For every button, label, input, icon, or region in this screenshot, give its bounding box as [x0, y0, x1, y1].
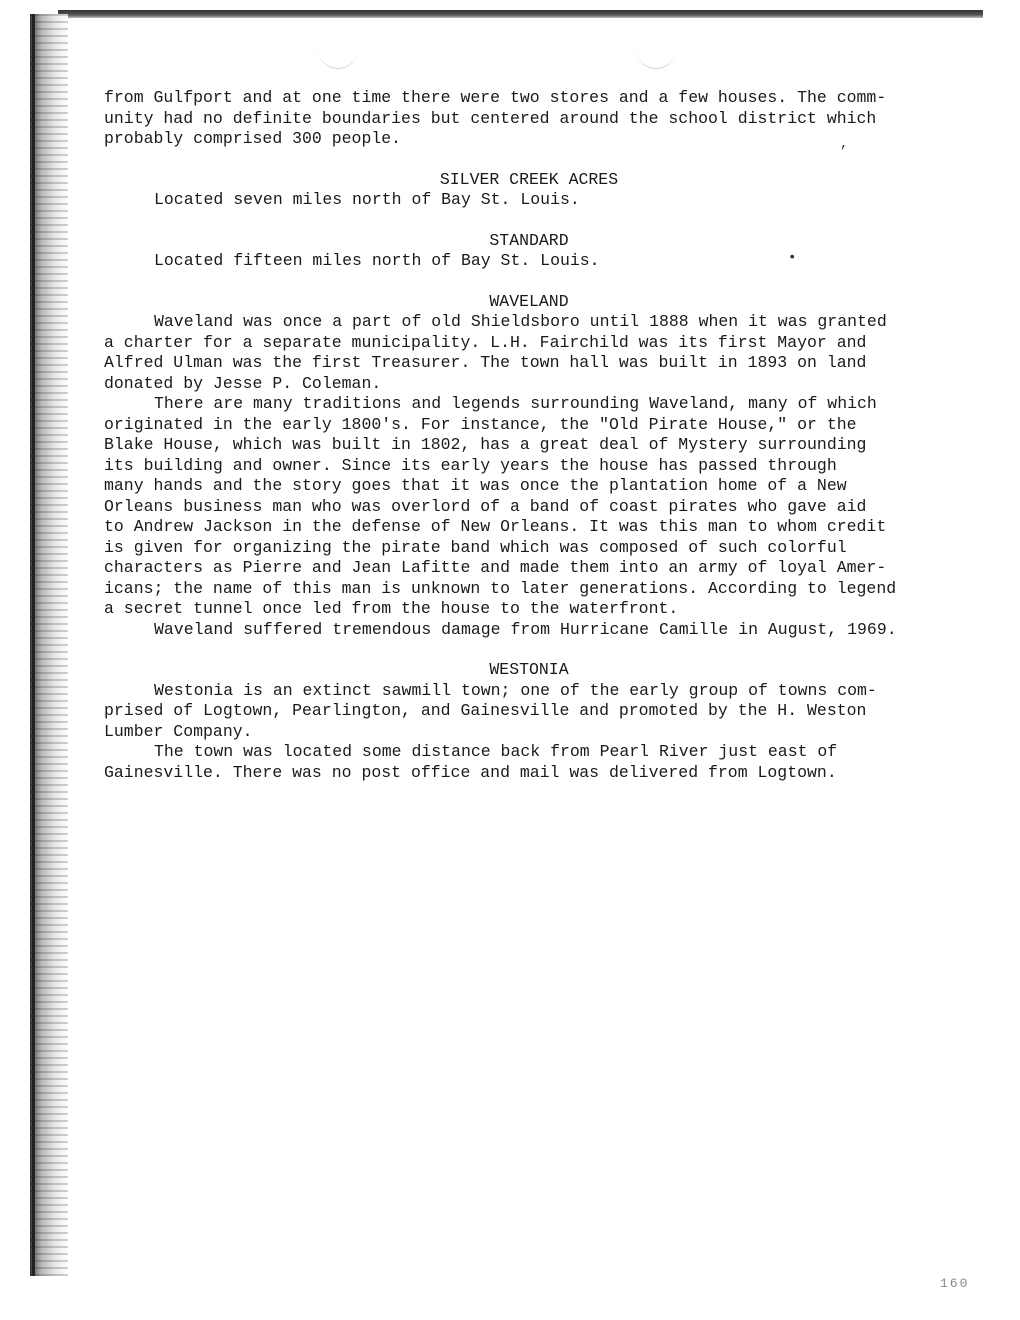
text-line: a secret tunnel once led from the house to the waterfront.: [104, 599, 679, 618]
text-line: unity had no definite boundaries but centered around the school district which: [104, 108, 877, 128]
text-line: many hands and the story goes that it was once the plantation home of a New: [104, 476, 847, 495]
text-line: Lumber Company.: [104, 721, 253, 741]
section-heading: WESTONIA: [489, 660, 569, 679]
text-line: originated in the early 1800's. For instance, the "Old Pirate House," or the: [104, 414, 857, 434]
text-line: Waveland suffered tremendous damage from Hurricane Camille in August, 1969.: [154, 619, 897, 639]
page-left-border: [32, 14, 35, 1276]
section-heading: WAVELAND: [489, 291, 569, 311]
text-line: Located seven miles north of Bay St. Louis.: [154, 190, 580, 209]
stray-mark: •: [788, 250, 797, 266]
punch-hole-mark: [318, 44, 358, 69]
document-body: [104, 88, 924, 783]
text-line: Blake House, which was built in 1802, has a great deal of Mystery surrounding: [104, 435, 867, 454]
text-line: Waveland was once a part of old Shieldsboro until 1888 when it was granted: [154, 312, 887, 331]
text-line: The town was located some distance back from Pearl River just east of: [154, 742, 838, 761]
text-line: donated by Jesse P. Coleman.: [104, 373, 382, 393]
text-line: icans; the name of this man is unknown to later generations. According to legend: [104, 578, 897, 598]
stray-mark: ,: [840, 136, 849, 152]
text-line: is given for organizing the pirate band which was composed of such colorful: [104, 537, 847, 557]
section-waveland: [104, 292, 924, 641]
text-line: There are many traditions and legends surrounding Waveland, many of which: [154, 394, 877, 413]
intro-paragraph: [104, 88, 924, 150]
paragraph: [104, 681, 924, 743]
text-line: prised of Logtown, Pearlington, and Gainesville and promoted by the H. Weston: [104, 701, 867, 720]
paragraph: [104, 312, 924, 394]
section-heading: SILVER CREEK ACRES: [439, 169, 619, 189]
page-number: 160: [940, 1276, 970, 1291]
text-line: to Andrew Jackson in the defense of New Orleans. It was this man to whom credit: [104, 517, 887, 536]
paragraph: [104, 620, 924, 641]
text-line: Westonia is an extinct sawmill town; one of the early group of towns com-: [154, 680, 877, 700]
section-westonia: [104, 660, 924, 783]
text-line: its building and owner. Since its early years the house has passed through: [104, 455, 837, 475]
text-line: probably comprised 300 people.: [104, 129, 402, 148]
page-top-edge: [58, 10, 983, 18]
text-line: Gainesville. There was no post office and mail was delivered from Logtown.: [104, 762, 837, 782]
section-standard: [104, 231, 924, 272]
paragraph: [104, 742, 924, 783]
paragraph: [104, 394, 924, 620]
text-line: Located fifteen miles north of Bay St. Louis.: [154, 251, 600, 270]
section-heading: STANDARD: [489, 230, 569, 250]
punch-hole-mark: [636, 44, 676, 69]
text-line: Alfred Ulman was the first Treasurer. The town hall was built in 1893 on land: [104, 353, 867, 372]
page-binding-edge: [30, 14, 68, 1276]
text-line: a charter for a separate municipality. L.H. Fairchild was its first Mayor and: [104, 332, 867, 352]
text-line: from Gulfport and at one time there were two stores and a few houses. The comm-: [104, 88, 887, 107]
section-silver-creek-acres: [104, 170, 924, 211]
text-line: characters as Pierre and Jean Lafitte and made them into an army of loyal Amer-: [104, 558, 887, 577]
text-line: Orleans business man who was overlord of a band of coast pirates who gave aid: [104, 496, 867, 516]
